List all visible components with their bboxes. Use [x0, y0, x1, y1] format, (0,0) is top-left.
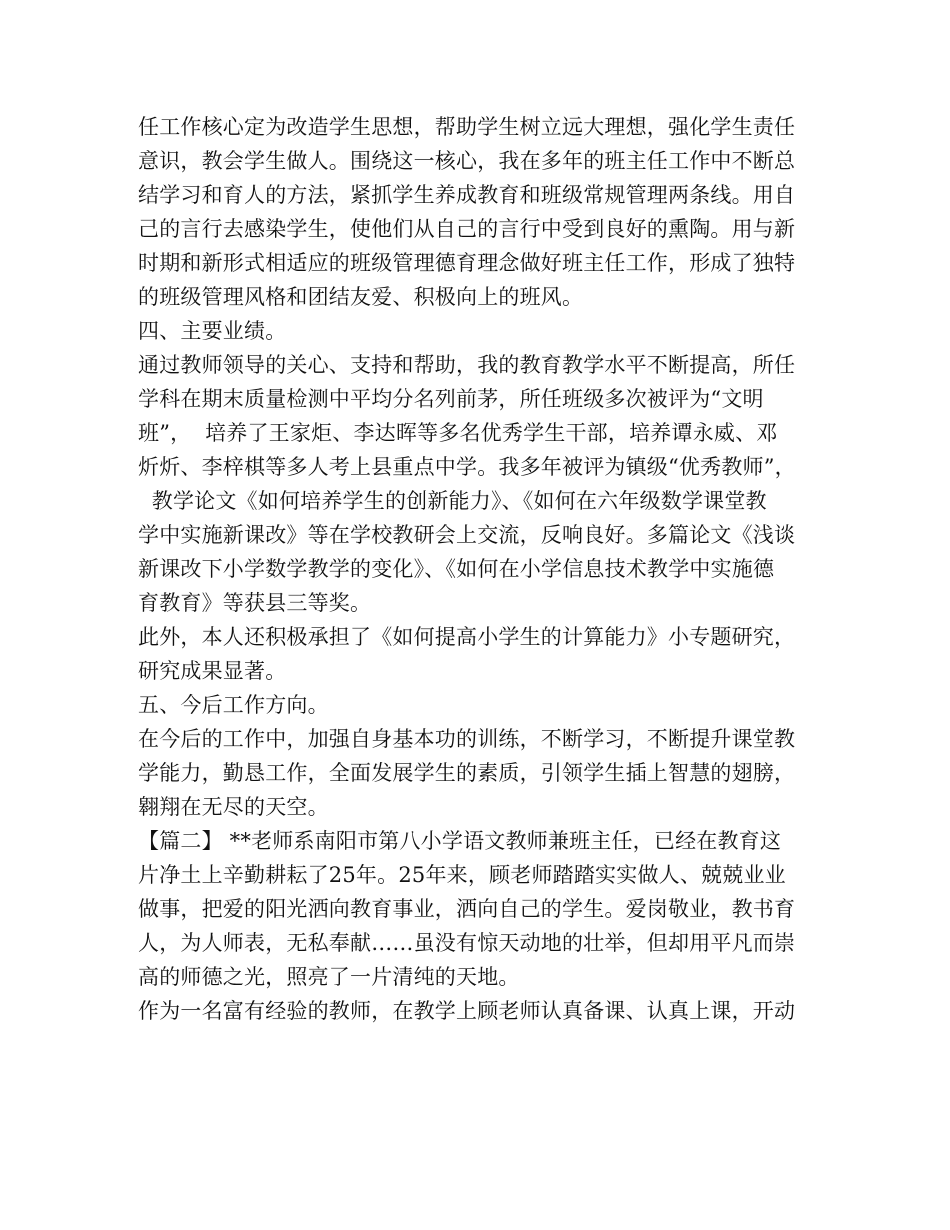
text-line: 人，为人师表，无私奉献……虽没有惊天动地的壮举，但却用平凡而崇 — [138, 931, 796, 955]
text-line: 作为一名富有经验的教师，在教学上顾老师认真备课、认真上课，开动 — [138, 999, 796, 1023]
text-line: 高的师德之光，照亮了一片清纯的天地。 — [138, 965, 520, 989]
text-line: 意识，教会学生做人。围绕这一核心，我在多年的班主任工作中不断总 — [138, 149, 796, 173]
text-line: 翱翔在无尽的天空。 — [138, 795, 329, 819]
text-line: 新课改下小学数学教学的变化》、《如何在小学信息技术教学中实施德 — [138, 557, 775, 581]
text-line: 班”， 培养了王家炬、李达晖等多名优秀学生干部，培养谭永威、邓 — [138, 421, 778, 445]
text-line: 研究成果显著。 — [138, 659, 287, 683]
text-line: 在今后的工作中，加强自身基本功的训练，不断学习，不断提升课堂教 — [138, 727, 796, 751]
text-line: 结学习和育人的方法，紧抓学生养成教育和班级常规管理两条线。用自 — [138, 183, 796, 207]
section-heading: 四、主要业绩。 — [138, 319, 287, 343]
text-line: 通过教师领导的关心、支持和帮助，我的教育教学水平不断提高，所任 — [138, 353, 796, 377]
text-line: 教学论文《如何培养学生的创新能力》、《如何在六年级数学课堂教 — [138, 489, 767, 513]
text-line: 炘炘、李梓棋等多人考上县重点中学。我多年被评为镇级“优秀教师”， — [138, 455, 796, 479]
text-line: 的班级管理风格和团结友爱、积极向上的班风。 — [138, 285, 584, 309]
text-line: 己的言行去感染学生，使他们从自己的言行中受到良好的熏陶。用与新 — [138, 217, 796, 241]
text-line: 学中实施新课改》等在学校教研会上交流，反响良好。多篇论文《浅谈 — [138, 523, 796, 547]
text-line: 时期和新形式相适应的班级管理德育理念做好班主任工作，形成了独特 — [138, 251, 796, 275]
text-line: 片净土上辛勤耕耘了25年。25年来，顾老师踏踏实实做人、兢兢业业 — [138, 863, 786, 887]
text-line: 学能力，勤恳工作，全面发展学生的素质，引领学生插上智慧的翅膀， — [138, 761, 796, 785]
text-line: 任工作核心定为改造学生思想，帮助学生树立远大理想，强化学生责任 — [138, 115, 796, 139]
document-body — [138, 110, 818, 1028]
section-heading: 五、今后工作方向。 — [138, 693, 329, 717]
text-line: 学科在期末质量检测中平均分名列前茅，所任班级多次被评为“文明 — [138, 387, 764, 411]
text-line: 此外，本人还积极承担了《如何提高小学生的计算能力》小专题研究， — [138, 625, 796, 649]
text-line: 做事，把爱的阳光洒向教育事业，洒向自己的学生。爱岗敬业，教书育 — [138, 897, 796, 921]
text-line: 育教育》等获县三等奖。 — [138, 591, 372, 615]
text-line: 【篇二】 **老师系南阳市第八小学语文教师兼班主任，已经在教育这 — [138, 829, 782, 853]
